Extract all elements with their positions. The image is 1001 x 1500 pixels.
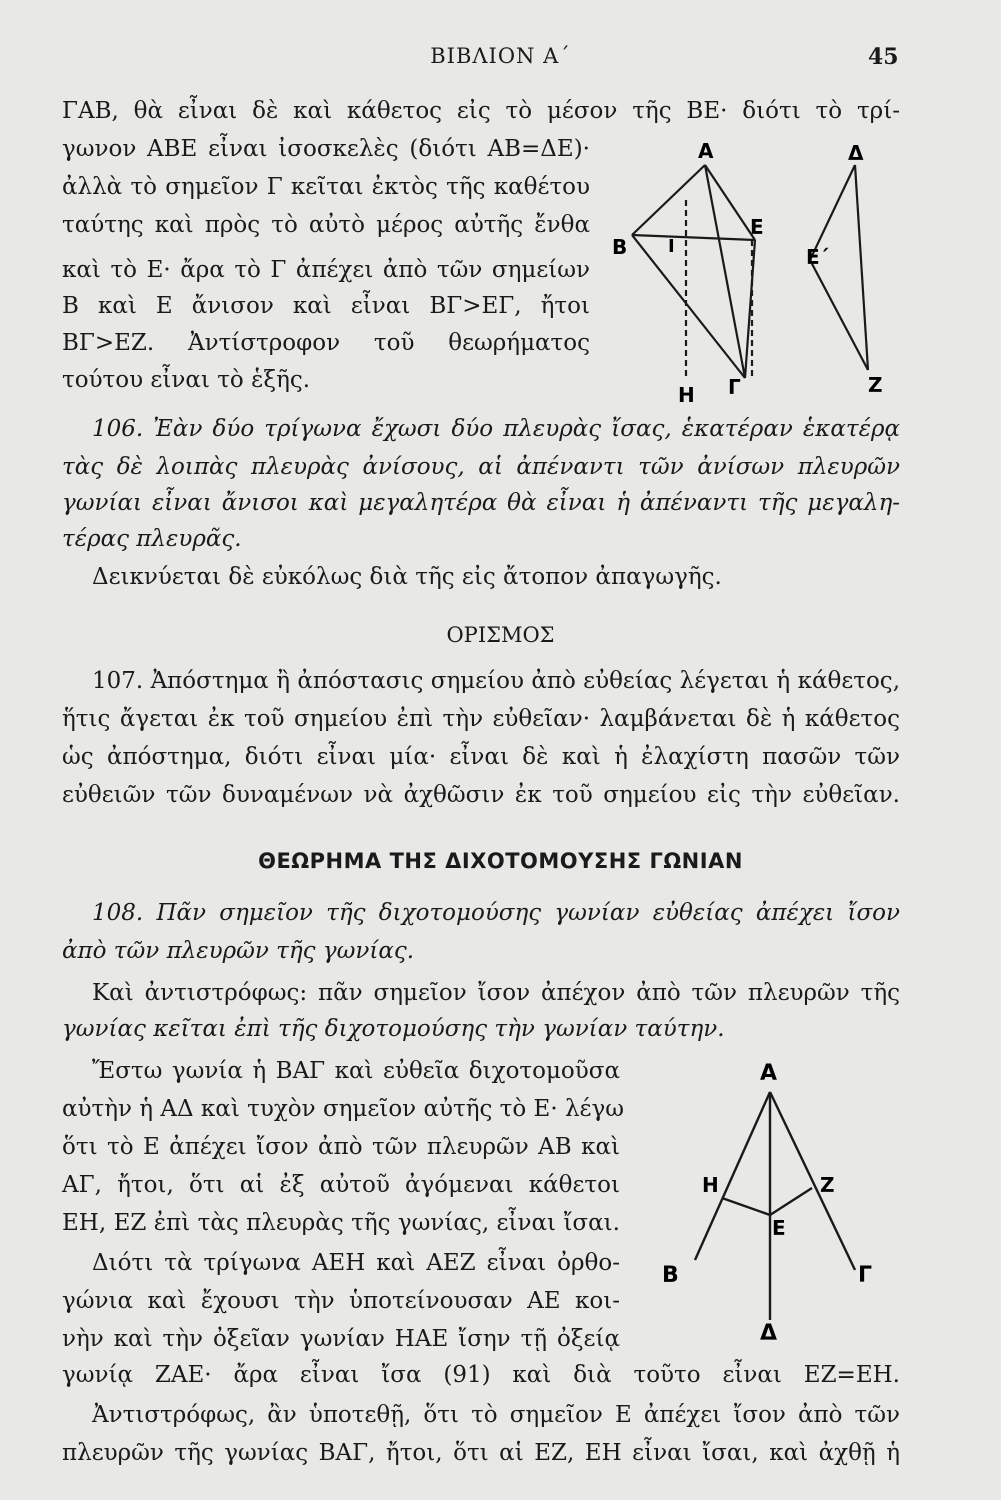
side-ag [770, 1092, 855, 1270]
segment-eg [745, 240, 755, 378]
text-line: τούτου εἶναι τὸ ἑξῆς. [62, 367, 311, 393]
label-g: Γ [858, 1263, 873, 1288]
text-line: ΓΑΒ, θὰ εἶναι δὲ καὶ κάθετος εἰς τὸ μέσον τῆς ΒΕ· διότι τὸ τρί- [62, 98, 900, 124]
running-header: ΒΙΒΛΙΟΝ Α΄ [430, 44, 571, 68]
label-a: Α [698, 140, 714, 163]
text-line: Καὶ ἀντιστρόφως: πᾶν σημεῖον ἴσον ἀπέχον ἀπὸ τῶν πλευρῶν τῆς [92, 980, 900, 1006]
text-line: Ἀντιστρόφως, ἂν ὑποτεθῇ, ὅτι τὸ σημεῖον Ε ἀπέχει ἴσον ἀπὸ τῶν [92, 1402, 900, 1428]
label-g: Γ [728, 375, 741, 399]
text-line: ἥτις ἄγεται ἐκ τοῦ σημείου ἐπὶ τὴν εὐθεῖαν· λαμβάνεται δὲ ἡ κάθετος [62, 706, 900, 732]
definition-107: 107. Ἀπόστημα ἢ ἀπόστασις σημείου ἀπὸ εὐθείας λέγεται ἡ κάθετος, [92, 668, 900, 694]
text-line: ἀλλὰ τὸ σημεῖον Γ κεῖται ἐκτὸς τῆς καθέτου [62, 174, 590, 200]
text-line: πλευρῶν τῆς γωνίας ΒΑΓ, ἤτοι, ὅτι αἱ ΕΖ, ΕΗ εἶναι ἴσαι, καὶ ἀχθῇ ἡ [62, 1440, 900, 1466]
segment-be [632, 235, 755, 240]
segment-bg [632, 235, 745, 378]
segment-ab [632, 165, 705, 235]
text-line: ΒΓ>ΕΖ. Ἀντίστροφον τοῦ θεωρήματος [62, 330, 590, 356]
segment-dz [855, 165, 868, 370]
text-line: γωνον ΑΒΕ εἶναι ἰσοσκελὲς (διότι ΑΒ=ΔΕ)· [62, 136, 590, 162]
label-d: Δ [848, 141, 864, 165]
label-b: Β [662, 1263, 679, 1288]
text-line: Διότι τὰ τρίγωνα ΑΕΗ καὶ ΑΕΖ εἶναι ὀρθο- [92, 1250, 620, 1276]
text-line: νὴν καὶ τὴν ὀξεῖαν γωνίαν ΗΑΕ ἴσην τῇ ὀξείᾳ [62, 1326, 620, 1352]
label-e: Ε [750, 215, 764, 239]
text-line: ὡς ἀπόστημα, διότι εἶναι μία· εἶναι δὲ καὶ ἡ ἐλαχίστη πασῶν τῶν [62, 744, 900, 770]
text-line: τὰς δὲ λοιπὰς πλευρὰς ἀνίσους, αἱ ἀπέναντι τῶν ἀνίσων πλευρῶν [62, 454, 900, 480]
text-line: Ἔστω γωνία ἡ ΒΑΓ καὶ εὐθεῖα διχοτομοῦσα [92, 1058, 620, 1084]
label-z: Ζ [820, 1173, 835, 1197]
text-line: γωνίαι εἶναι ἄνισοι καὶ μεγαλητέρα θὰ εἶναι ἡ ἀπέναντι τῆς μεγαλη- [62, 490, 900, 516]
label-e-prime: Ε΄ [806, 245, 829, 269]
theorem-106: 106. Ἐὰν δύο τρίγωνα ἔχωσι δύο πλευρὰς ἴσας, ἑκατέραν ἑκατέρᾳ [92, 416, 900, 442]
text-line: γωνίας κεῖται ἐπὶ τῆς διχοτομούσης τὴν γωνίαν ταύτην. [62, 1016, 725, 1042]
label-z: Ζ [868, 373, 883, 397]
label-e: Ε [772, 1216, 786, 1240]
text-line: εὐθειῶν τῶν δυναμένων νὰ ἀχθῶσιν ἐκ τοῦ σημείου εἰς τὴν εὐθεῖαν. [62, 782, 900, 808]
bisector-figure [650, 1050, 890, 1350]
label-d: Δ [760, 1321, 778, 1346]
text-line: Β καὶ Ε ἄνισον καὶ εἶναι ΒΓ>ΕΓ, ἤτοι [62, 293, 590, 319]
segment-ez [810, 260, 868, 370]
text-line: τέρας πλευρᾶς. [62, 526, 242, 552]
text-line: ἀπὸ τῶν πλευρῶν τῆς γωνίας. [62, 938, 415, 964]
page-number: 45 [868, 44, 899, 70]
theorem-heading: ΘΕΩΡΗΜΑ ΤΗΣ ΔΙΧΟΤΟΜΟΥΣΗΣ ΓΩΝΙΑΝ [258, 849, 743, 873]
text-line: ΑΓ, ἤτοι, ὅτι αἱ ἐξ αὐτοῦ ἀγόμεναι κάθετοι [62, 1172, 620, 1198]
text-line: καὶ τὸ Ε· ἄρα τὸ Γ ἀπέχει ἀπὸ τῶν σημείων [62, 257, 590, 283]
triangles-figure [600, 140, 900, 410]
label-i: Ι [668, 236, 675, 257]
text-line: γώνια καὶ ἔχουσι τὴν ὑποτείνουσαν ΑΕ κοι- [62, 1288, 620, 1314]
text-line: ὅτι τὸ Ε ἀπέχει ἴσον ἀπὸ τῶν πλευρῶν ΑΒ καὶ [62, 1134, 620, 1160]
text-line: γωνίᾳ ΖΑΕ· ἄρα εἶναι ἴσα (91) καὶ διὰ τοῦτο εἶναι ΕΖ=ΕΗ. [62, 1362, 900, 1388]
text-line: ΕΗ, ΕΖ ἐπὶ τὰς πλευρὰς τῆς γωνίας, εἶναι ἴσαι. [62, 1210, 620, 1236]
label-h: Η [702, 1173, 719, 1197]
perpendicular-eh [722, 1198, 770, 1215]
text-line: αὐτὴν ἡ ΑΔ καὶ τυχὸν σημεῖον αὐτῆς τὸ Ε· λέγω [62, 1096, 624, 1122]
label-h: Η [678, 383, 695, 407]
text-line: ταύτης καὶ πρὸς τὸ αὐτὸ μέρος αὐτῆς ἔνθα [62, 212, 590, 238]
label-b: Β [612, 235, 628, 259]
section-heading: ΟΡΙΣΜΟΣ [446, 623, 555, 647]
label-a: Α [760, 1061, 778, 1086]
text-line: Δεικνύεται δὲ εὐκόλως διὰ τῆς εἰς ἄτοπον ἀπαγωγῆς. [92, 564, 722, 590]
theorem-108: 108. Πᾶν σημεῖον τῆς διχοτομούσης γωνίαν εὐθείας ἀπέχει ἴσον [92, 900, 900, 926]
perpendicular-ez [770, 1188, 812, 1215]
